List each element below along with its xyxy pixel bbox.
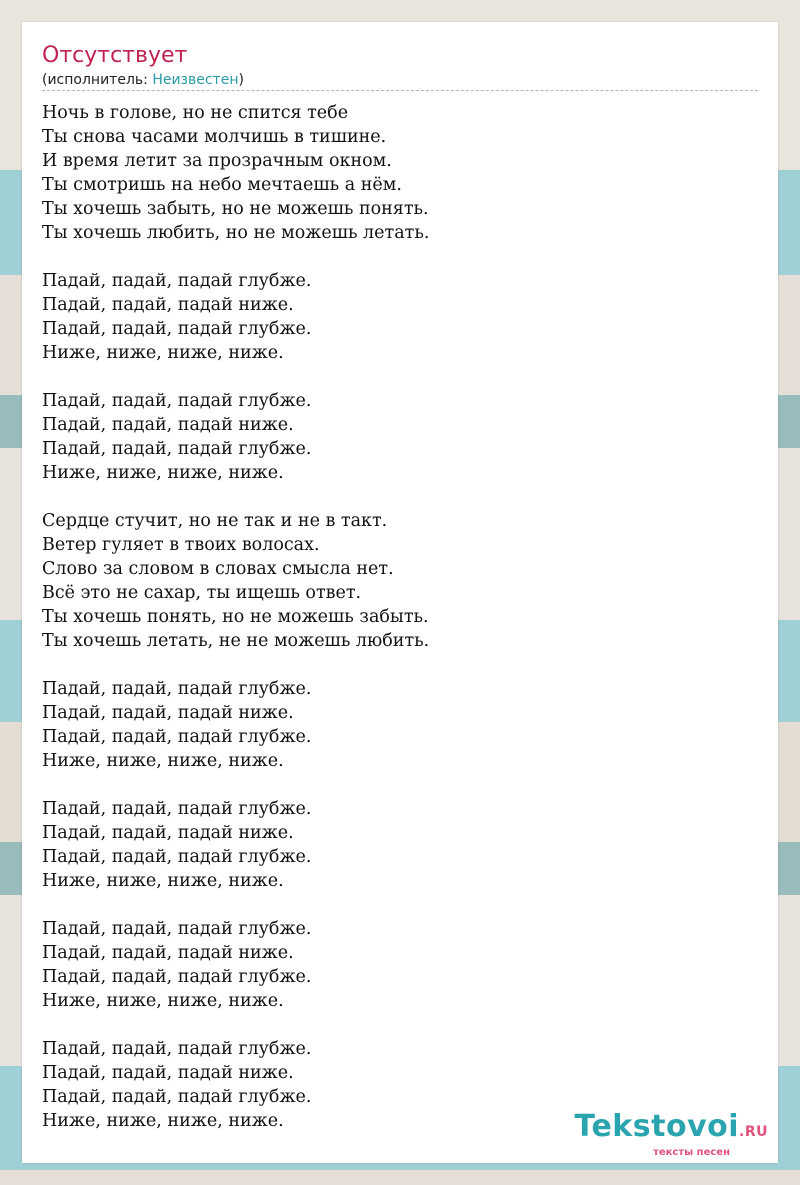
artist-suffix: ) [238, 72, 244, 88]
logo-wordmark [574, 1109, 768, 1147]
lyric-line: Падай, падай, падай глубже. [42, 439, 312, 459]
lyric-line: Падай, падай, падай ниже. [42, 415, 294, 435]
lyric-line: Падай, падай, падай глубже. [42, 1087, 312, 1107]
song-title: Отсутствует [42, 43, 188, 68]
lyric-line: Всё это не сахар, ты ищешь ответ. [42, 583, 362, 603]
lyric-line: Ты хочешь забыть, но не можешь понять. [42, 199, 429, 219]
lyric-blank-line [42, 653, 429, 677]
lyric-line: Падай, падай, падай глубже. [42, 919, 312, 939]
lyric-line: Падай, падай, падай глубже. [42, 1039, 312, 1059]
lyric-line: Ветер гуляет в твоих волосах. [42, 535, 320, 555]
lyric-line: Ты хочешь понять, но не можешь забыть. [42, 607, 429, 627]
lyric-line: Ниже, ниже, ниже, ниже. [42, 343, 284, 363]
lyric-line: Падай, падай, падай глубже. [42, 271, 312, 291]
lyric-line: Падай, падай, падай глубже. [42, 679, 312, 699]
artist-prefix: (исполнитель: [42, 72, 153, 88]
lyric-blank-line [42, 485, 429, 509]
site-logo[interactable] [574, 1109, 768, 1159]
lyric-line: Падай, падай, падай ниже. [42, 823, 294, 843]
lyric-line: Ты снова часами молчишь в тишине. [42, 127, 387, 147]
lyric-line: Падай, падай, падай ниже. [42, 703, 294, 723]
lyric-line: И время летит за прозрачным окном. [42, 151, 392, 171]
lyric-blank-line [42, 893, 429, 917]
lyric-line: Падай, падай, падай глубже. [42, 967, 312, 987]
lyric-line: Падай, падай, падай глубже. [42, 727, 312, 747]
lyric-line: Ниже, ниже, ниже, ниже. [42, 1111, 284, 1131]
lyrics-card [22, 22, 778, 1163]
lyric-line: Падай, падай, падай ниже. [42, 943, 294, 963]
logo-tld: .RU [739, 1124, 768, 1140]
lyric-line: Ниже, ниже, ниже, ниже. [42, 463, 284, 483]
lyric-line: Ты хочешь любить, но не можешь летать. [42, 223, 430, 243]
lyric-line: Ночь в голове, но не спится тебе [42, 103, 349, 123]
logo-tagline: тексты песен [653, 1147, 730, 1158]
lyric-line: Слово за словом в словах смысла нет. [42, 559, 394, 579]
lyric-blank-line [42, 773, 429, 797]
lyric-line: Ты хочешь летать, не не можешь любить. [42, 631, 430, 651]
lyric-blank-line [42, 365, 429, 389]
lyric-line: Ниже, ниже, ниже, ниже. [42, 991, 284, 1011]
artist-link[interactable]: Неизвестен [152, 72, 239, 88]
lyric-line: Падай, падай, падай глубже. [42, 799, 312, 819]
title-divider [42, 90, 758, 91]
lyric-line: Падай, падай, падай глубже. [42, 847, 312, 867]
logo-name: Tekstovoi [574, 1109, 740, 1144]
lyric-line: Ниже, ниже, ниже, ниже. [42, 871, 284, 891]
lyrics-text [42, 101, 429, 1133]
lyric-line: Ты смотришь на небо мечтаешь а нём. [42, 175, 402, 195]
lyric-blank-line [42, 245, 429, 269]
lyric-blank-line [42, 1013, 429, 1037]
lyric-line: Падай, падай, падай глубже. [42, 319, 312, 339]
lyric-line: Падай, падай, падай глубже. [42, 391, 312, 411]
artist-line [42, 71, 244, 89]
lyric-line: Падай, падай, падай ниже. [42, 1063, 294, 1083]
lyric-line: Ниже, ниже, ниже, ниже. [42, 751, 284, 771]
lyric-line: Падай, падай, падай ниже. [42, 295, 294, 315]
lyric-line: Сердце стучит, но не так и не в такт. [42, 511, 388, 531]
